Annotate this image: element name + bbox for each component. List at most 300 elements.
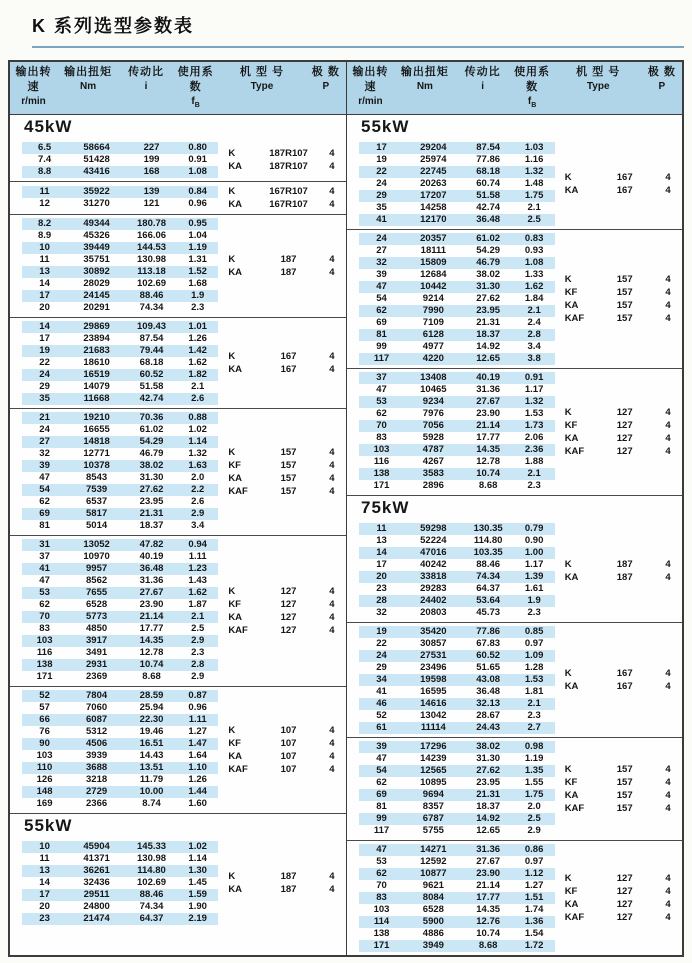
- factor-cell: 1.11: [188, 714, 207, 725]
- ratio-block: [347, 737, 682, 840]
- model-type: KAF: [564, 803, 585, 814]
- torque-cell: 40242: [420, 559, 447, 570]
- header-cell: [57, 65, 119, 112]
- factor-cell: 1.74: [524, 904, 544, 915]
- speed-cell: 29: [376, 662, 387, 673]
- ratio-cell: 109.43: [137, 321, 167, 332]
- table-row: [22, 166, 218, 178]
- ratio-cell: 31.36: [476, 844, 501, 855]
- speed-cell: 17: [376, 142, 387, 153]
- ratio-cell: 23.95: [476, 305, 501, 316]
- ratio-cell: 199: [143, 154, 160, 165]
- model-poles: 4: [329, 725, 335, 736]
- table-column-left: [10, 62, 346, 955]
- ratio-cell: 70.36: [139, 412, 164, 423]
- ratio-cell: 130.98: [137, 853, 167, 864]
- speed-cell: 41: [376, 686, 387, 697]
- ratio-block: [10, 214, 346, 317]
- model-list: [218, 253, 346, 279]
- table-row: [22, 635, 218, 647]
- factor-cell: 1.39: [524, 571, 544, 582]
- model-number: 187R107: [269, 161, 308, 172]
- model-poles: 4: [665, 777, 671, 788]
- torque-cell: 20263: [420, 178, 447, 189]
- model-type: KA: [228, 884, 243, 895]
- model-number: 157: [616, 313, 633, 324]
- torque-cell: 13042: [420, 710, 447, 721]
- ratio-cell: 74.34: [476, 571, 501, 582]
- ratio-block: [347, 520, 682, 622]
- speed-cell: 62: [376, 408, 387, 419]
- ratio-cell: 51.65: [476, 662, 501, 673]
- speed-cell: 54: [39, 484, 50, 495]
- factor-cell: 2.1: [527, 202, 541, 213]
- speed-cell: 24: [39, 369, 50, 380]
- speed-cell: 20: [39, 302, 50, 313]
- model-number: 127: [616, 446, 633, 457]
- factor-cell: 2.0: [527, 801, 541, 812]
- model-type: KA: [564, 790, 579, 801]
- model-row: [218, 363, 346, 376]
- model-row: [555, 911, 682, 924]
- model-row: [218, 472, 346, 485]
- power-rating-label: 55kW: [24, 816, 73, 835]
- ratio-block: [347, 622, 682, 737]
- data-rows: [22, 539, 218, 683]
- factor-cell: 2.3: [527, 480, 541, 491]
- torque-cell: 20357: [420, 233, 447, 244]
- table-row: [359, 420, 555, 432]
- ratio-cell: 102.69: [137, 877, 167, 888]
- header-unit: P: [322, 81, 330, 92]
- ratio-cell: 46.79: [139, 448, 164, 459]
- model-number: 127: [280, 612, 297, 623]
- model-row: [218, 485, 346, 498]
- table-row: [359, 741, 555, 753]
- speed-cell: 53: [376, 396, 387, 407]
- ratio-cell: 21.31: [476, 317, 501, 328]
- factor-cell: 1.23: [188, 563, 207, 574]
- table-row: [22, 321, 218, 333]
- header-label: 输出扭矩: [400, 66, 449, 78]
- model-number: 157: [280, 486, 297, 497]
- model-type: KA: [228, 199, 243, 210]
- torque-cell: 49344: [83, 218, 110, 229]
- table-row: [22, 611, 218, 623]
- torque-cell: 12565: [420, 765, 447, 776]
- ratio-cell: 27.67: [476, 396, 501, 407]
- model-number: 167: [616, 681, 633, 692]
- table-row: [359, 444, 555, 456]
- table-row: [22, 762, 218, 774]
- model-row: [218, 624, 346, 637]
- factor-cell: 1.75: [524, 789, 544, 800]
- table-row: [22, 218, 218, 230]
- factor-cell: 2.3: [191, 302, 205, 313]
- torque-cell: 25974: [420, 154, 447, 165]
- model-number: 157: [280, 460, 297, 471]
- speed-cell: 99: [376, 341, 387, 352]
- ratio-cell: 10.74: [476, 928, 501, 939]
- model-row: [555, 885, 682, 898]
- factor-cell: 1.53: [524, 674, 544, 685]
- table-row: [359, 583, 555, 595]
- model-number: 157: [616, 777, 633, 788]
- torque-cell: 5755: [422, 825, 444, 836]
- torque-cell: 51428: [83, 154, 110, 165]
- data-rows: [359, 741, 555, 837]
- model-poles: 4: [329, 460, 335, 471]
- table-row: [359, 940, 555, 952]
- speed-cell: 62: [376, 777, 387, 788]
- speed-cell: 54: [376, 765, 387, 776]
- table-row: [359, 674, 555, 686]
- ratio-cell: 23.90: [476, 868, 501, 879]
- model-poles: 4: [329, 199, 335, 210]
- table-row: [22, 726, 218, 738]
- table-row: [359, 753, 555, 765]
- factor-cell: 1.62: [188, 587, 207, 598]
- model-number: 187: [616, 572, 633, 583]
- table-row: [22, 901, 218, 913]
- torque-cell: 17207: [420, 190, 447, 201]
- speed-cell: 62: [39, 496, 50, 507]
- factor-cell: 0.96: [188, 702, 207, 713]
- ratio-block: [10, 317, 346, 408]
- model-type: KAF: [564, 912, 585, 923]
- ratio-cell: 12.78: [476, 456, 501, 467]
- factor-cell: 1.45: [188, 877, 207, 888]
- speed-cell: 22: [376, 638, 387, 649]
- torque-cell: 6528: [86, 599, 108, 610]
- torque-cell: 14239: [420, 753, 447, 764]
- torque-cell: 6787: [422, 813, 444, 824]
- factor-cell: 2.1: [527, 305, 541, 316]
- torque-cell: 11668: [83, 393, 110, 404]
- speed-cell: 29: [39, 381, 50, 392]
- torque-cell: 9214: [422, 293, 444, 304]
- torque-cell: 19598: [420, 674, 447, 685]
- table-row: [22, 865, 218, 877]
- model-type: KA: [564, 681, 579, 692]
- model-list: [218, 350, 346, 376]
- ratio-cell: 14.92: [476, 341, 501, 352]
- speed-cell: 11: [39, 254, 50, 265]
- table-row: [359, 166, 555, 178]
- model-poles: 4: [665, 313, 671, 324]
- factor-cell: 0.91: [524, 372, 544, 383]
- table-row: [359, 384, 555, 396]
- table-row: [359, 856, 555, 868]
- header-cell: [218, 65, 305, 112]
- model-list: [218, 724, 346, 776]
- table-row: [22, 702, 218, 714]
- torque-cell: 10895: [420, 777, 447, 788]
- ratio-cell: 113.18: [137, 266, 166, 277]
- header-unit: r/min: [358, 96, 383, 107]
- speed-cell: 54: [376, 293, 387, 304]
- factor-cell: 1.10: [188, 762, 207, 773]
- speed-cell: 103: [36, 750, 53, 761]
- torque-cell: 3688: [86, 762, 108, 773]
- torque-cell: 14079: [83, 381, 110, 392]
- speed-cell: 39: [376, 741, 387, 752]
- speed-cell: 53: [39, 587, 50, 598]
- table-row: [22, 520, 218, 532]
- model-type: KA: [228, 161, 243, 172]
- ratio-cell: 21.14: [139, 611, 164, 622]
- ratio-cell: 31.36: [476, 384, 501, 395]
- table-row: [359, 317, 555, 329]
- ratio-cell: 114.80: [473, 535, 503, 546]
- model-number: 107: [280, 764, 297, 775]
- table-row: [359, 142, 555, 154]
- factor-cell: 2.06: [524, 432, 544, 443]
- model-row: [218, 724, 346, 737]
- model-poles: 4: [329, 884, 335, 895]
- speed-cell: 47: [376, 844, 387, 855]
- speed-cell: 23: [39, 913, 50, 924]
- factor-cell: 0.83: [524, 233, 544, 244]
- ratio-cell: 38.02: [476, 269, 501, 280]
- ratio-cell: 21.14: [476, 880, 501, 891]
- header-label: 传动比: [128, 66, 165, 78]
- ratio-cell: 64.37: [139, 913, 164, 924]
- data-rows: [22, 321, 218, 405]
- power-rating-label: 75kW: [361, 498, 410, 517]
- model-poles: 4: [665, 420, 671, 431]
- factor-cell: 1.27: [524, 880, 544, 891]
- header-unit: $f_B$: [191, 96, 200, 109]
- torque-cell: 27531: [420, 650, 447, 661]
- speed-cell: 39: [39, 460, 50, 471]
- torque-cell: 15809: [420, 257, 447, 268]
- ratio-cell: 27.67: [139, 587, 164, 598]
- factor-cell: 0.85: [524, 626, 544, 637]
- speed-cell: 126: [36, 774, 53, 785]
- torque-cell: 8084: [422, 892, 444, 903]
- model-poles: 4: [329, 161, 335, 172]
- ratio-cell: 10.74: [139, 659, 164, 670]
- torque-cell: 35922: [83, 186, 110, 197]
- ratio-block: [10, 181, 346, 214]
- factor-cell: 0.94: [188, 539, 207, 550]
- header-unit: r/min: [21, 96, 46, 107]
- speed-cell: 14: [39, 278, 50, 289]
- model-poles: 4: [329, 738, 335, 749]
- ratio-block: [347, 139, 682, 229]
- ratio-cell: 79.44: [139, 345, 164, 356]
- data-rows: [359, 233, 555, 365]
- ratio-block: [10, 408, 346, 535]
- factor-cell: 0.93: [524, 245, 544, 256]
- speed-cell: 10: [39, 242, 50, 253]
- column-header: [347, 62, 682, 115]
- model-row: [555, 445, 682, 458]
- table-row: [359, 825, 555, 837]
- model-list: [555, 558, 682, 584]
- speed-cell: 10: [39, 841, 50, 852]
- factor-cell: 2.1: [191, 381, 205, 392]
- model-list: [555, 872, 682, 924]
- model-type: K: [228, 586, 236, 597]
- speed-cell: 19: [376, 626, 387, 637]
- model-number: 187: [280, 267, 297, 278]
- torque-cell: 9234: [422, 396, 444, 407]
- table-row: [22, 496, 218, 508]
- model-list: [555, 171, 682, 197]
- factor-cell: 1.88: [524, 456, 544, 467]
- ratio-cell: 8.68: [478, 480, 498, 491]
- speed-cell: 61: [376, 722, 387, 733]
- table-row: [359, 710, 555, 722]
- speed-cell: 29: [376, 190, 387, 201]
- ratio-cell: 31.30: [476, 281, 501, 292]
- factor-cell: 1.08: [188, 166, 207, 177]
- model-number: 107: [280, 751, 297, 762]
- ratio-cell: 74.34: [139, 901, 164, 912]
- ratio-cell: 23.95: [476, 777, 501, 788]
- torque-cell: 14271: [420, 844, 447, 855]
- model-list: [218, 585, 346, 637]
- speed-cell: 83: [376, 432, 387, 443]
- factor-cell: 1.47: [188, 738, 207, 749]
- factor-cell: 1.64: [188, 750, 207, 761]
- ratio-cell: 14.35: [476, 444, 501, 455]
- model-type: KAF: [564, 313, 585, 324]
- torque-cell: 52224: [420, 535, 447, 546]
- factor-cell: 0.80: [188, 142, 207, 153]
- ratio-cell: 18.37: [476, 801, 501, 812]
- page-title: K 系列选型参数表: [32, 16, 194, 36]
- torque-cell: 14258: [420, 202, 447, 213]
- ratio-cell: 21.31: [139, 508, 164, 519]
- torque-cell: 3583: [422, 468, 444, 479]
- speed-cell: 13: [39, 865, 50, 876]
- torque-cell: 33818: [420, 571, 447, 582]
- factor-cell: 1.04: [188, 230, 207, 241]
- factor-cell: 3.4: [191, 520, 205, 531]
- model-list: [555, 273, 682, 325]
- model-type: K: [564, 873, 572, 884]
- torque-cell: 18111: [420, 245, 447, 256]
- ratio-cell: 168: [143, 166, 160, 177]
- ratio-block: [10, 686, 346, 813]
- table-row: [22, 278, 218, 290]
- torque-cell: 9621: [422, 880, 444, 891]
- model-poles: 4: [665, 572, 671, 583]
- ratio-cell: 180.78: [137, 218, 167, 229]
- torque-cell: 35420: [420, 626, 447, 637]
- factor-cell: 2.6: [191, 496, 205, 507]
- ratio-cell: 28.67: [476, 710, 501, 721]
- table-row: [359, 650, 555, 662]
- ratio-cell: 68.18: [476, 166, 501, 177]
- factor-cell: 1.17: [524, 384, 544, 395]
- speed-cell: 52: [376, 710, 387, 721]
- data-rows: [359, 142, 555, 226]
- model-poles: 4: [329, 186, 335, 197]
- factor-cell: 2.9: [191, 508, 205, 519]
- header-label: 输出转速: [15, 66, 52, 93]
- model-number: 127: [280, 586, 297, 597]
- ratio-cell: 14.35: [476, 904, 501, 915]
- model-type: KA: [564, 433, 579, 444]
- model-type: KF: [564, 287, 578, 298]
- torque-cell: 7539: [86, 484, 108, 495]
- factor-cell: 1.36: [524, 916, 544, 927]
- model-number: 167: [616, 185, 633, 196]
- table-row: [22, 230, 218, 242]
- factor-cell: 1.26: [188, 774, 207, 785]
- ratio-cell: 61.02: [476, 233, 501, 244]
- model-row: [555, 406, 682, 419]
- power-section: [347, 115, 682, 495]
- table-row: [22, 393, 218, 405]
- speed-cell: 116: [373, 456, 390, 467]
- speed-cell: 138: [373, 928, 390, 939]
- torque-cell: 4886: [422, 928, 444, 939]
- table-row: [22, 345, 218, 357]
- ratio-cell: 74.34: [139, 302, 164, 313]
- ratio-cell: 18.37: [139, 520, 164, 531]
- selection-parameter-table: [8, 60, 684, 957]
- ratio-cell: 14.35: [139, 635, 164, 646]
- model-list: [218, 870, 346, 896]
- ratio-block: [10, 838, 346, 928]
- speed-cell: 138: [373, 468, 390, 479]
- speed-cell: 47: [39, 575, 50, 586]
- torque-cell: 20291: [83, 302, 110, 313]
- factor-cell: 1.32: [524, 396, 544, 407]
- factor-cell: 1.55: [524, 777, 544, 788]
- table-row: [22, 563, 218, 575]
- model-type: KA: [564, 300, 579, 311]
- factor-cell: 0.79: [524, 523, 544, 534]
- model-poles: 4: [329, 764, 335, 775]
- speed-cell: 8.9: [37, 230, 52, 241]
- factor-cell: 1.73: [524, 420, 544, 431]
- speed-cell: 20: [39, 901, 50, 912]
- torque-cell: 58664: [83, 142, 110, 153]
- torque-cell: 12170: [420, 214, 447, 225]
- ratio-cell: 87.54: [476, 142, 501, 153]
- speed-cell: 22: [376, 166, 387, 177]
- factor-cell: 1.31: [188, 254, 207, 265]
- speed-cell: 47: [376, 281, 387, 292]
- ratio-cell: 67.83: [476, 638, 501, 649]
- speed-cell: 83: [39, 623, 50, 634]
- table-row: [22, 599, 218, 611]
- factor-cell: 2.7: [527, 722, 541, 733]
- table-row: [359, 372, 555, 384]
- header-label: 输出扭矩: [64, 66, 113, 78]
- torque-cell: 2931: [86, 659, 108, 670]
- ratio-cell: 144.53: [137, 242, 167, 253]
- table-row: [22, 913, 218, 925]
- table-row: [22, 412, 218, 424]
- speed-cell: 117: [373, 825, 390, 836]
- table-row: [22, 357, 218, 369]
- model-poles: 4: [329, 148, 335, 159]
- factor-cell: 1.72: [524, 940, 544, 951]
- speed-cell: 13: [39, 266, 50, 277]
- table-row: [22, 786, 218, 798]
- torque-cell: 7056: [422, 420, 444, 431]
- torque-cell: 35751: [83, 254, 110, 265]
- table-row: [359, 480, 555, 492]
- model-poles: 4: [665, 172, 671, 183]
